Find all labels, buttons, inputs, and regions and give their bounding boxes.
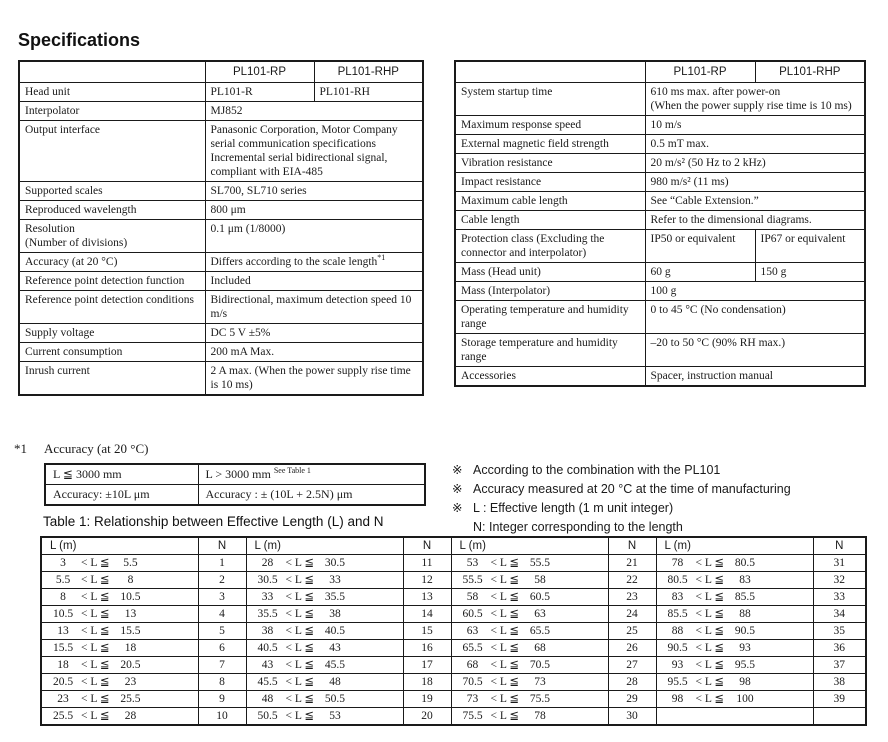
accuracy-footnote-heading bbox=[14, 441, 426, 457]
spec-row-value: See “Cable Extension.” bbox=[645, 192, 865, 211]
spec-row bbox=[19, 102, 423, 121]
spec-row-label: Cable length bbox=[455, 211, 645, 230]
table1-n-cell: 18 bbox=[403, 674, 451, 691]
spec-row-value: PL101-R bbox=[205, 83, 314, 102]
table1-header-row bbox=[41, 537, 866, 555]
table1-row bbox=[41, 674, 866, 691]
spec-row bbox=[455, 367, 865, 387]
table1-n-cell: 29 bbox=[608, 691, 656, 708]
spec-row-value: 10 m/s bbox=[645, 116, 865, 135]
note-item bbox=[452, 518, 791, 537]
spec-row-label: Interpolator bbox=[19, 102, 205, 121]
accuracy-value-cell: Accuracy: ±10L μm bbox=[45, 485, 198, 506]
spec-row bbox=[455, 116, 865, 135]
spec-row-label: Maximum response speed bbox=[455, 116, 645, 135]
spec-row-label: Supported scales bbox=[19, 182, 205, 201]
spec-row-value: IP67 or equivalent bbox=[755, 230, 865, 263]
column-header-pl101rp: PL101-RP bbox=[205, 61, 314, 83]
table1-n-cell: 30 bbox=[608, 708, 656, 726]
accuracy-table bbox=[44, 463, 426, 506]
spec-row-label: Reference point detection function bbox=[19, 272, 205, 291]
accuracy-value-cell: Accuracy : ± (10L + 2.5N) μm bbox=[198, 485, 425, 506]
spec-row-label: Reference point detection conditions bbox=[19, 291, 205, 324]
spec-row-label: Head unit bbox=[19, 83, 205, 102]
spec-row-value: 610 ms max. after power-on (When the power supply rise time is 10 ms) bbox=[645, 83, 865, 116]
table1-n-cell: 38 bbox=[813, 674, 866, 691]
table1-range-cell: 5.5 < L ≦ 8 bbox=[41, 572, 198, 589]
table1-range-cell: 68 < L ≦ 70.5 bbox=[451, 657, 608, 674]
n-column-header: N bbox=[813, 537, 866, 555]
spec-row-value: –20 to 50 °C (90% RH max.) bbox=[645, 334, 865, 367]
table1-range-cell: 55.5 < L ≦ 58 bbox=[451, 572, 608, 589]
l-column-header: L (m) bbox=[656, 537, 813, 555]
spec-row bbox=[19, 272, 423, 291]
l-column-header: L (m) bbox=[246, 537, 403, 555]
footnote-marker: *1 bbox=[14, 441, 27, 456]
table1-n-cell: 21 bbox=[608, 555, 656, 572]
spec-row bbox=[455, 154, 865, 173]
spec-row-label: Inrush current bbox=[19, 362, 205, 396]
spec-row-value: Included bbox=[205, 272, 423, 291]
spec-row bbox=[19, 343, 423, 362]
spec-row-value: DC 5 V ±5% bbox=[205, 324, 423, 343]
spec-row-value: 2 A max. (When the power supply rise time is 10 ms) bbox=[205, 362, 423, 396]
table1-n-cell: 11 bbox=[403, 555, 451, 572]
l-column-header: L (m) bbox=[451, 537, 608, 555]
page-title: Specifications bbox=[18, 30, 141, 50]
table1-n-cell: 5 bbox=[198, 623, 246, 640]
table1-range-cell: 58 < L ≦ 60.5 bbox=[451, 589, 608, 606]
table1-n-cell: 27 bbox=[608, 657, 656, 674]
spec-left-header-row bbox=[19, 61, 423, 83]
table1-n-cell: 23 bbox=[608, 589, 656, 606]
table1-range-cell: 3 < L ≦ 5.5 bbox=[41, 555, 198, 572]
column-header-pl101rhp: PL101-RHP bbox=[755, 61, 865, 83]
table1-n-cell: 36 bbox=[813, 640, 866, 657]
spec-row-value: IP50 or equivalent bbox=[645, 230, 755, 263]
table1-n-cell: 37 bbox=[813, 657, 866, 674]
table1-row bbox=[41, 555, 866, 572]
table1-n-cell: 7 bbox=[198, 657, 246, 674]
table1-range-cell: 88 < L ≦ 90.5 bbox=[656, 623, 813, 640]
table1-n-cell bbox=[813, 708, 866, 726]
table1-n-cell: 12 bbox=[403, 572, 451, 589]
table1-range-cell: 60.5 < L ≦ 63 bbox=[451, 606, 608, 623]
table1-n-cell: 22 bbox=[608, 572, 656, 589]
length-n-table bbox=[40, 536, 867, 726]
note-item bbox=[452, 480, 791, 499]
column-header-pl101rhp: PL101-RHP bbox=[314, 61, 423, 83]
table1-row bbox=[41, 589, 866, 606]
spec-row-value: SL700, SL710 series bbox=[205, 182, 423, 201]
spec-row bbox=[19, 201, 423, 220]
table1-range-cell: 15.5 < L ≦ 18 bbox=[41, 640, 198, 657]
table1-n-cell: 9 bbox=[198, 691, 246, 708]
table1-n-cell: 34 bbox=[813, 606, 866, 623]
spec-row bbox=[455, 83, 865, 116]
spec-row-value: MJ852 bbox=[205, 102, 423, 121]
table1-range-cell: 85.5 < L ≦ 88 bbox=[656, 606, 813, 623]
table1-range-cell: 20.5 < L ≦ 23 bbox=[41, 674, 198, 691]
table1-n-cell: 33 bbox=[813, 589, 866, 606]
table1-range-cell: 13 < L ≦ 15.5 bbox=[41, 623, 198, 640]
accuracy-condition-cell: L ≦ 3000 mm bbox=[45, 464, 198, 485]
reference-mark-icon: ※ bbox=[452, 463, 463, 477]
table1-n-cell: 3 bbox=[198, 589, 246, 606]
table1-row bbox=[41, 606, 866, 623]
spec-row bbox=[455, 173, 865, 192]
note-text: According to the combination with the PL101 bbox=[473, 463, 721, 477]
table1-range-cell: 78 < L ≦ 80.5 bbox=[656, 555, 813, 572]
table1-range-cell: 53 < L ≦ 55.5 bbox=[451, 555, 608, 572]
table1-n-cell: 24 bbox=[608, 606, 656, 623]
table1-range-cell: 65.5 < L ≦ 68 bbox=[451, 640, 608, 657]
table1-range-cell: 8 < L ≦ 10.5 bbox=[41, 589, 198, 606]
spec-row bbox=[455, 282, 865, 301]
spec-row-value: 20 m/s² (50 Hz to 2 kHz) bbox=[645, 154, 865, 173]
spec-row-label: Accessories bbox=[455, 367, 645, 387]
table1-n-cell: 32 bbox=[813, 572, 866, 589]
spec-row-label: Current consumption bbox=[19, 343, 205, 362]
table1-range-cell: 93 < L ≦ 95.5 bbox=[656, 657, 813, 674]
spec-row-value: 0.1 μm (1/8000) bbox=[205, 220, 423, 253]
spec-row-value: 150 g bbox=[755, 263, 865, 282]
spec-table-right bbox=[454, 60, 866, 387]
notes-list bbox=[452, 461, 791, 537]
spec-row bbox=[19, 182, 423, 201]
table1-range-cell: 25.5 < L ≦ 28 bbox=[41, 708, 198, 726]
spec-row-value: Differs according to the scale length$^{*1}$ bbox=[205, 253, 423, 272]
table1-n-cell: 6 bbox=[198, 640, 246, 657]
footnote-title: Accuracy (at 20 °C) bbox=[44, 441, 149, 456]
table1-n-cell: 25 bbox=[608, 623, 656, 640]
spec-row-label: Mass (Interpolator) bbox=[455, 282, 645, 301]
table1-row bbox=[41, 572, 866, 589]
table1-n-cell: 26 bbox=[608, 640, 656, 657]
table1-n-cell: 1 bbox=[198, 555, 246, 572]
note-item bbox=[452, 461, 791, 480]
table1-n-cell: 10 bbox=[198, 708, 246, 726]
spec-row bbox=[455, 230, 865, 263]
spec-row-value: PL101-RH bbox=[314, 83, 423, 102]
table1-range-cell: 18 < L ≦ 20.5 bbox=[41, 657, 198, 674]
spec-table-left bbox=[18, 60, 424, 396]
table1-range-cell: 73 < L ≦ 75.5 bbox=[451, 691, 608, 708]
table1-range-cell: 63 < L ≦ 65.5 bbox=[451, 623, 608, 640]
table1-range-cell: 90.5 < L ≦ 93 bbox=[656, 640, 813, 657]
spec-row-label: System startup time bbox=[455, 83, 645, 116]
n-column-header: N bbox=[403, 537, 451, 555]
table1-range-cell: 23 < L ≦ 25.5 bbox=[41, 691, 198, 708]
table1-row bbox=[41, 640, 866, 657]
table1-range-cell: 48 < L ≦ 50.5 bbox=[246, 691, 403, 708]
corner-cell bbox=[19, 61, 205, 83]
spec-row bbox=[19, 121, 423, 182]
n-column-header: N bbox=[608, 537, 656, 555]
note-item bbox=[452, 499, 791, 518]
table1-range-cell bbox=[656, 708, 813, 726]
table1-n-cell: 17 bbox=[403, 657, 451, 674]
table1-range-cell: 40.5 < L ≦ 43 bbox=[246, 640, 403, 657]
table1-range-cell: 83 < L ≦ 85.5 bbox=[656, 589, 813, 606]
table1-n-cell: 19 bbox=[403, 691, 451, 708]
spec-tables-container bbox=[18, 60, 866, 396]
table1-row bbox=[41, 623, 866, 640]
table1-row bbox=[41, 657, 866, 674]
table1-n-cell: 4 bbox=[198, 606, 246, 623]
spec-row-value: 0.5 mT max. bbox=[645, 135, 865, 154]
table1-row bbox=[41, 691, 866, 708]
spec-row-label: Storage temperature and humidity range bbox=[455, 334, 645, 367]
spec-row-label: Protection class (Excluding the connector and interpolator) bbox=[455, 230, 645, 263]
spec-row-label: Operating temperature and humidity range bbox=[455, 301, 645, 334]
corner-cell bbox=[455, 61, 645, 83]
spec-row-label: Mass (Head unit) bbox=[455, 263, 645, 282]
spec-row-label: Vibration resistance bbox=[455, 154, 645, 173]
l-column-header: L (m) bbox=[41, 537, 198, 555]
spec-row-value: Bidirectional, maximum detection speed 10 m/s bbox=[205, 291, 423, 324]
accuracy-value-row bbox=[45, 485, 425, 506]
column-header-pl101rp: PL101-RP bbox=[645, 61, 755, 83]
table1-range-cell: 95.5 < L ≦ 98 bbox=[656, 674, 813, 691]
table1-n-cell: 28 bbox=[608, 674, 656, 691]
spec-row-label: Output interface bbox=[19, 121, 205, 182]
spec-row-label: Accuracy (at 20 °C) bbox=[19, 253, 205, 272]
spec-row-value: Refer to the dimensional diagrams. bbox=[645, 211, 865, 230]
spec-row-label: Resolution (Number of divisions) bbox=[19, 220, 205, 253]
spec-row bbox=[19, 253, 423, 272]
table1-range-cell: 30.5 < L ≦ 33 bbox=[246, 572, 403, 589]
spec-row bbox=[455, 135, 865, 154]
spec-row-label: Reproduced wavelength bbox=[19, 201, 205, 220]
table1-range-cell: 35.5 < L ≦ 38 bbox=[246, 606, 403, 623]
table1-range-cell: 28 < L ≦ 30.5 bbox=[246, 555, 403, 572]
table1-n-cell: 2 bbox=[198, 572, 246, 589]
table1-range-cell: 70.5 < L ≦ 73 bbox=[451, 674, 608, 691]
spec-row-label: External magnetic field strength bbox=[455, 135, 645, 154]
spec-row bbox=[19, 220, 423, 253]
table1-range-cell: 43 < L ≦ 45.5 bbox=[246, 657, 403, 674]
spec-row-value: 800 μm bbox=[205, 201, 423, 220]
spec-row bbox=[455, 192, 865, 211]
table1-n-cell: 14 bbox=[403, 606, 451, 623]
spec-row-value: 980 m/s² (11 ms) bbox=[645, 173, 865, 192]
table1-range-cell: 45.5 < L ≦ 48 bbox=[246, 674, 403, 691]
note-text: L : Effective length (1 m unit integer) bbox=[473, 501, 674, 515]
accuracy-condition-cell: L > 3000 mm $^{See Table 1}$ bbox=[198, 464, 425, 485]
table1-range-cell: 38 < L ≦ 40.5 bbox=[246, 623, 403, 640]
n-column-header: N bbox=[198, 537, 246, 555]
spec-row bbox=[455, 263, 865, 282]
spec-row-value: 60 g bbox=[645, 263, 755, 282]
spec-row-value: 100 g bbox=[645, 282, 865, 301]
table1-range-cell: 10.5 < L ≦ 13 bbox=[41, 606, 198, 623]
spec-row bbox=[19, 83, 423, 102]
table1-row bbox=[41, 708, 866, 726]
spec-row-value: 200 mA Max. bbox=[205, 343, 423, 362]
spec-row-value: Panasonic Corporation, Motor Company serial communication specifications Incremental serial bidirectional signal, compliant with EIA-485 bbox=[205, 121, 423, 182]
spec-row bbox=[19, 362, 423, 396]
note-text: Accuracy measured at 20 °C at the time of manufacturing bbox=[473, 482, 791, 496]
note-text: N: Integer corresponding to the length bbox=[473, 520, 683, 534]
table1-range-cell: 33 < L ≦ 35.5 bbox=[246, 589, 403, 606]
table1-range-cell: 50.5 < L ≦ 53 bbox=[246, 708, 403, 726]
table1-n-cell: 35 bbox=[813, 623, 866, 640]
table1-n-cell: 15 bbox=[403, 623, 451, 640]
spec-row bbox=[19, 324, 423, 343]
table1-n-cell: 31 bbox=[813, 555, 866, 572]
spec-row bbox=[455, 211, 865, 230]
table1-range-cell: 80.5 < L ≦ 83 bbox=[656, 572, 813, 589]
accuracy-condition-row bbox=[45, 464, 425, 485]
table1-range-cell: 75.5 < L ≦ 78 bbox=[451, 708, 608, 726]
table1-range-cell: 98 < L ≦ 100 bbox=[656, 691, 813, 708]
spec-row bbox=[455, 334, 865, 367]
spec-row bbox=[19, 291, 423, 324]
spec-row-value: Spacer, instruction manual bbox=[645, 367, 865, 387]
table1-title: Table 1: Relationship between Effective Length (L) and N bbox=[43, 514, 384, 529]
table1-container bbox=[40, 536, 867, 726]
spec-row-label: Maximum cable length bbox=[455, 192, 645, 211]
spec-row-label: Supply voltage bbox=[19, 324, 205, 343]
spec-row-label: Impact resistance bbox=[455, 173, 645, 192]
table1-n-cell: 13 bbox=[403, 589, 451, 606]
reference-mark-icon bbox=[452, 518, 473, 537]
reference-mark-icon: ※ bbox=[452, 501, 463, 515]
table1-n-cell: 39 bbox=[813, 691, 866, 708]
spec-right-header-row bbox=[455, 61, 865, 83]
accuracy-footnote-block bbox=[14, 441, 426, 506]
table1-n-cell: 16 bbox=[403, 640, 451, 657]
table1-n-cell: 8 bbox=[198, 674, 246, 691]
reference-mark-icon: ※ bbox=[452, 482, 463, 496]
spec-row-value: 0 to 45 °C (No condensation) bbox=[645, 301, 865, 334]
table1-n-cell: 20 bbox=[403, 708, 451, 726]
spec-row bbox=[455, 301, 865, 334]
